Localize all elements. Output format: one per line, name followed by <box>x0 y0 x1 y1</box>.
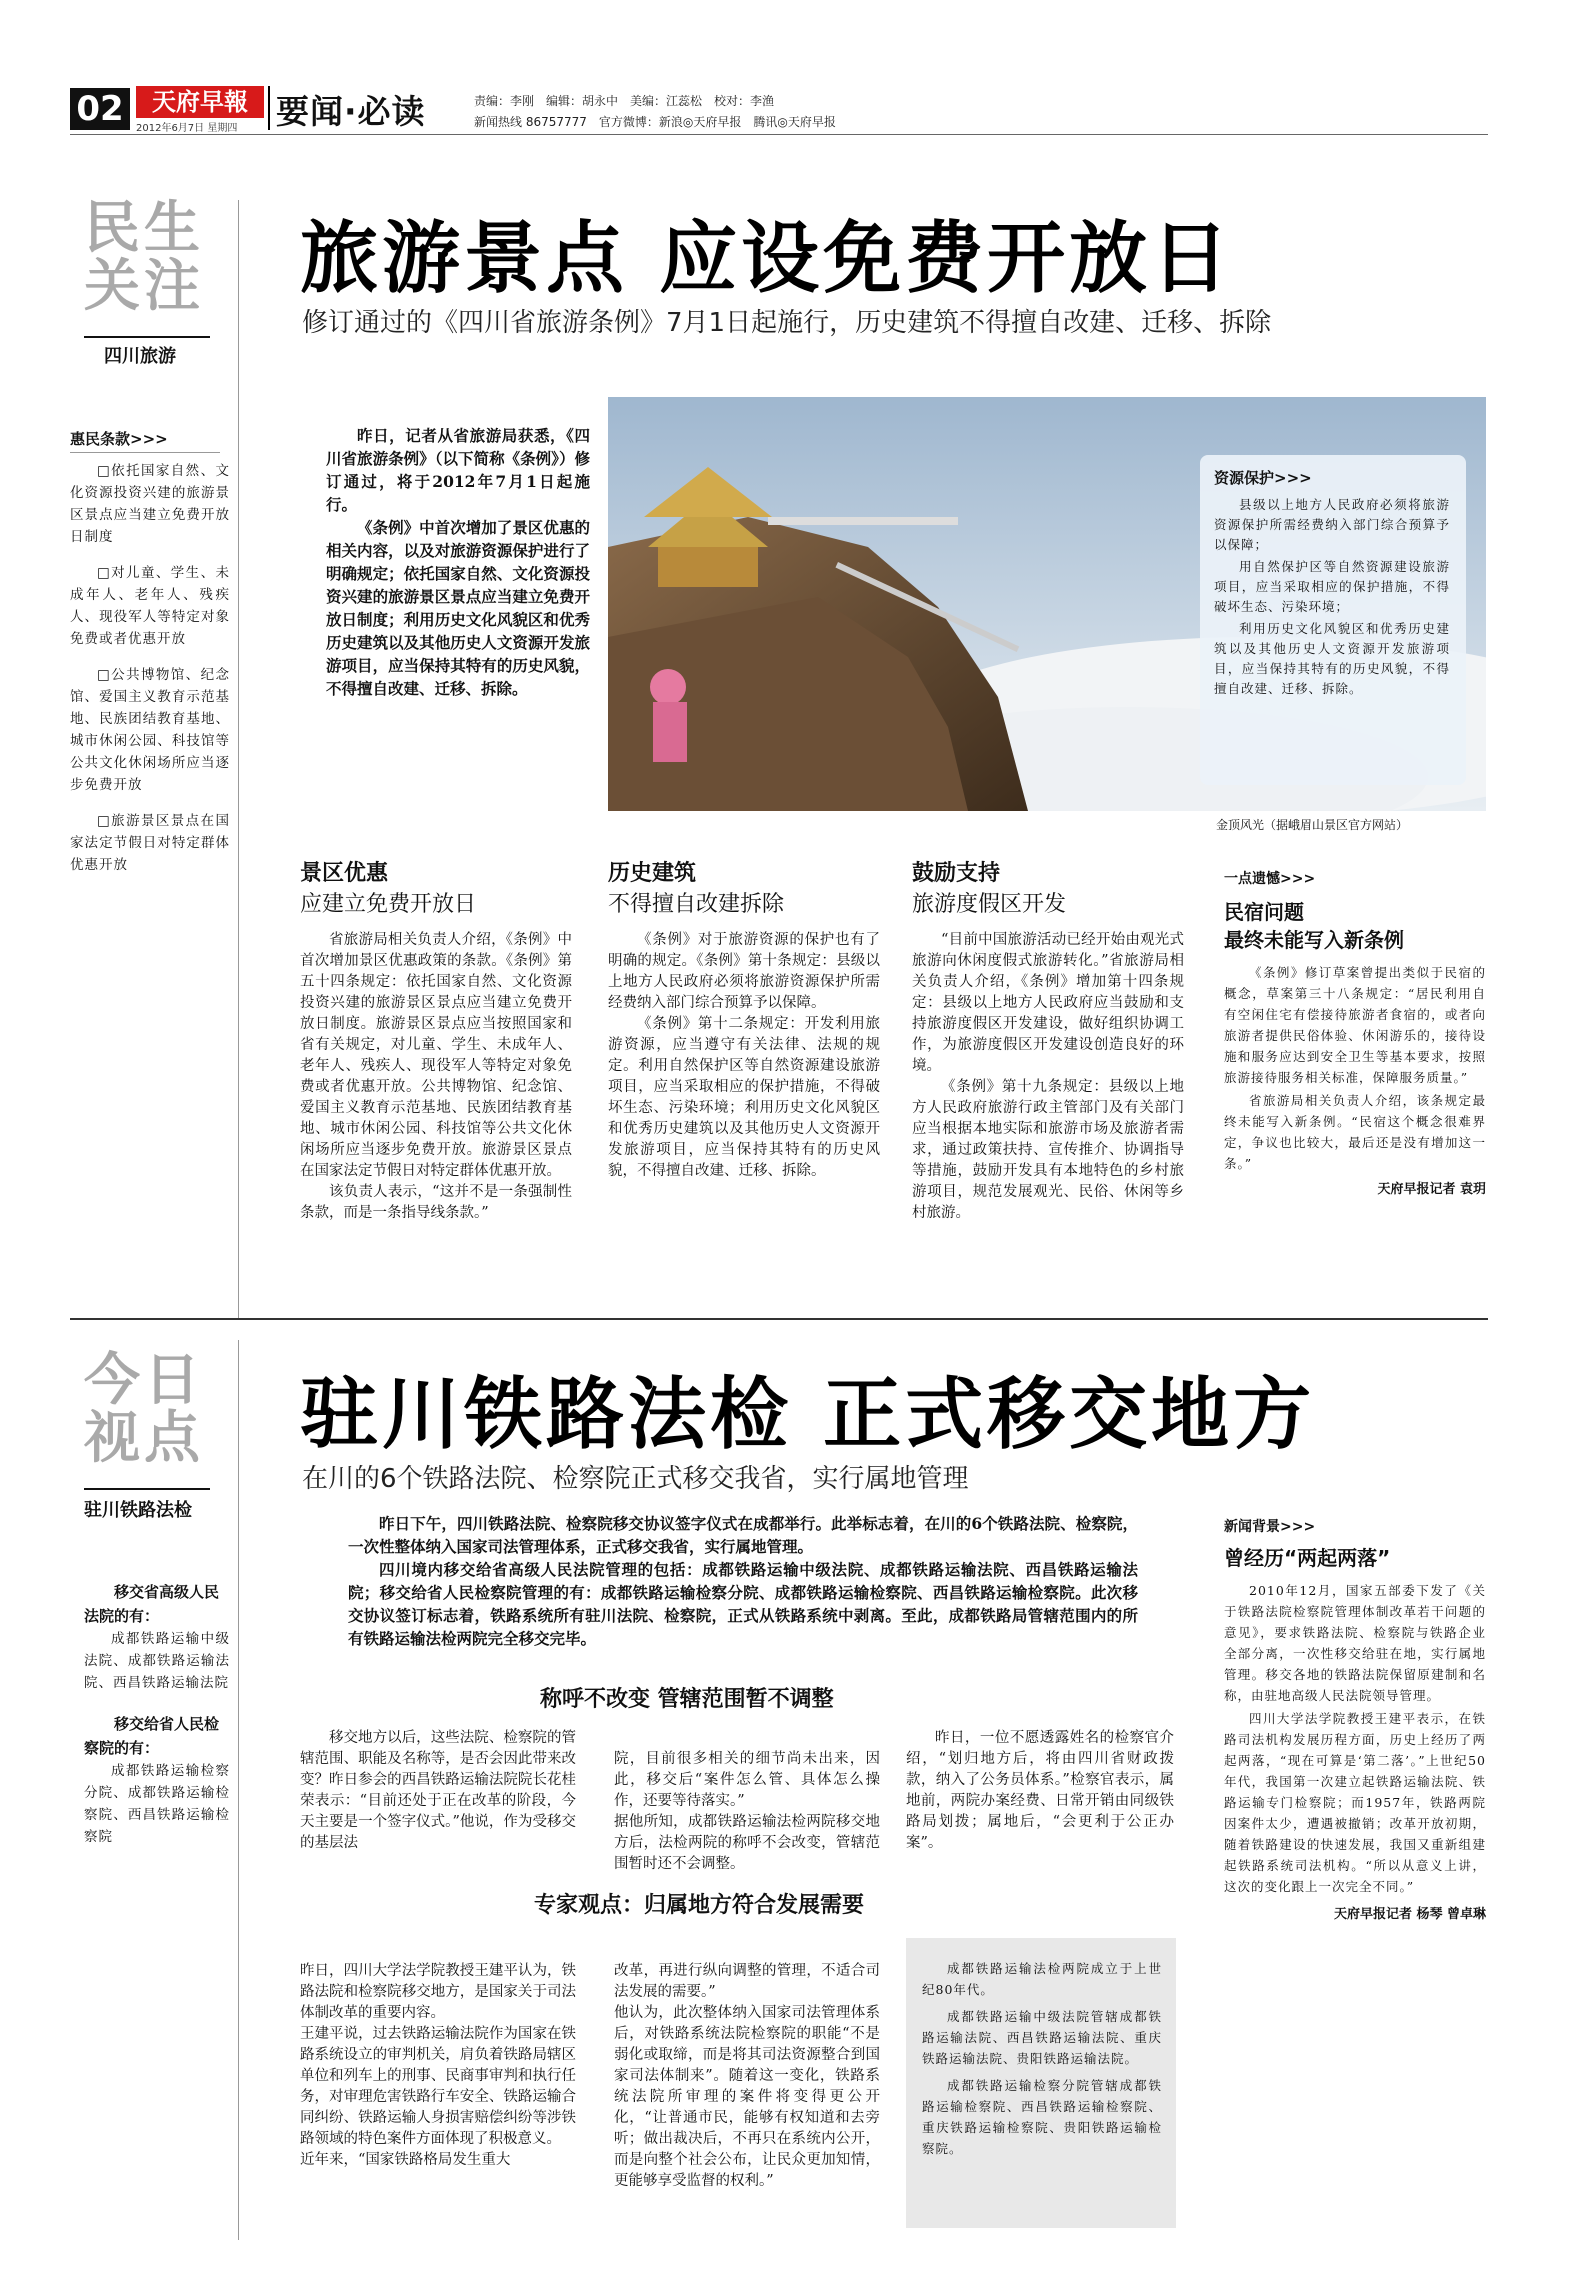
background-body <box>1224 1580 1486 1897</box>
sub2-col-2 <box>614 1940 880 2213</box>
lead-railway <box>348 1512 1138 1650</box>
lead-paragraph: 《条例》中首次增加了景区优惠的相关内容，以及对旅游资源保护进行了明确规定；依托国家自然、文化资源投资兴建的旅游景区景点应当建立免费开放日制度；利用历史文化风貌区和优秀历史建筑以及其他历史人文资源开发旅游项目，应当保持其特有的历史风貌，不得擅自改建、迁移、拆除。 <box>326 518 590 698</box>
column-title: 历史建筑 <box>608 861 697 886</box>
court-info-body <box>922 1958 1162 2161</box>
sidebar-regret <box>1224 868 1486 1197</box>
regret-paragraph: 《条例》修订草案曾提出类似于民宿的概念，草案第三十八条规定：“居民利用自有空闲住宅有偿接待旅游者食宿的，或者向旅游者提供民俗体验、休闲游乐的，接待设施和服务应达到安全卫生等基本要求，按照旅游接待服务相关标准，保障服务质量。” <box>1224 965 1486 1085</box>
sub1-paragraph: 院，目前很多相关的细节尚未出来，因此，移交后“案件怎么管、具体怎么操作，还要等待落实。” 据他所知，成都铁路运输法检两院移交地方后，法检两院的称呼不会改变，管辖范围暂时还不会调整。 <box>614 1751 880 1872</box>
column-body <box>300 930 572 1224</box>
sidebar-benefits-list <box>70 460 230 876</box>
regret-signature: 天府早报记者 袁玥 <box>1377 1182 1486 1197</box>
column-resort-support <box>912 856 1184 1224</box>
background-paragraph: 四川大学法学院教授王建平表示，在铁路司法机构发展历程方面，历史上经历了两起两落，“现在可算是‘第二落’。”上世纪50年代，我国第一次建立起铁路运输法院、铁路运输专门检察院；而1957年，铁路两院因案件太少，遭遇被撤销；改革开放初期，随着铁路建设的快速发展，我国又重新组建起铁路系统司法机构。“所以从意义上讲，这次的变化跟上一次完全不同。” <box>1224 1711 1486 1894</box>
lead-paragraph: 昨日下午，四川铁路法院、检察院移交协议签字仪式在成都举行。此举标志着，在川的6个铁路法院、检察院，一次性整体纳入国家司法管理体系，正式移交我省，实行属地管理。 <box>348 1514 1138 1556</box>
lead-paragraph: 昨日，记者从省旅游局获悉，《四川省旅游条例》（以下简称《条例》）修订通过，将于2012年7月1日起施行。 <box>326 426 590 514</box>
column-divider <box>238 200 239 1320</box>
resource-box-title: 资源保护>>> <box>1214 469 1312 487</box>
deck-railway: 在川的6个铁路法院、检察院正式移交我省，实行属地管理 <box>302 1464 969 1494</box>
side-label-rule <box>84 336 210 338</box>
page-number: 02 <box>70 88 130 130</box>
court-info-paragraph: 成都铁路运输法检两院成立于上世纪80年代。 <box>922 1961 1162 1997</box>
background-kicker: 新闻背景>>> <box>1224 1519 1316 1535</box>
column-paragraph: “目前中国旅游活动已经开始由观光式旅游向休闲度假式旅游转化。”省旅游局相关负责人介绍，《条例》增加第十四条规定：县级以上地方人民政府应当鼓励和支持旅游度假区开发建设，做好组织协调工作，为旅游度假区开发建设创造良好的环境。 <box>912 932 1184 1074</box>
column-paragraph: 《条例》第十九条规定：县级以上地方人民政府旅游行政主管部门及有关部门应当根据本地实际和旅游市场及旅游者需求，通过政策扶持、宣传推介、协调指导等措施，鼓励开发具有本地特色的乡村旅游项目，规范发展观光、民俗、休闲等乡村旅游。 <box>912 1079 1184 1221</box>
sub1-col-3 <box>906 1728 1174 1854</box>
subheading-name-unchanged: 称呼不改变 管辖范围暂不调整 <box>540 1687 834 1712</box>
sub2-paragraph: 昨日，四川大学法学院教授王建平认为，铁路法院和检察院移交地方，是国家关于司法体制改革的重要内容。 王建平说，过去铁路运输法院作为国家在铁路系统设立的审判机关，肩负着铁路局辖区单位和列车上的刑事、民商事审判和执行任务，对审理危害铁路行车安全、铁路运输合同纠纷、铁路运输人身损害赔偿纠纷等涉铁路领域的特色案件方面体现了积极意义。 近年来，“国家铁路格局发生重大 <box>300 1963 576 2168</box>
side-sub-label: 四川旅游 <box>104 346 176 367</box>
regret-subtitle: 最终未能写入新条例 <box>1224 928 1404 952</box>
sidebar-rule <box>70 452 220 453</box>
newspaper-logo: 天府早報 <box>136 86 264 118</box>
column-paragraph: 省旅游局相关负责人介绍，《条例》中首次增加景区优惠政策的条款。《条例》第五十四条规定：依托国家自然、文化资源投资兴建的旅游景区景点应当建立免费开放日制度。旅游景区景点应当按照国家和省有关规定，对儿童、学生、未成年人、老年人、残疾人、现役军人等特定对象免费或者优惠开放。公共博物馆、纪念馆、爱国主义教育示范基地、民族团结教育基地、城市休闲公园、科技馆等公共文化休闲场所应当逐步免费开放。旅游景区景点在国家法定节假日对特定群体优惠开放。 <box>300 932 572 1179</box>
sub2-paragraph: 改革，再进行纵向调整的管理，不适合司法发展的需要。” 他认为，此次整体纳入国家司法管理体系后，对铁路系统法院检察院的职能“不是弱化或取缔，而是将其司法资源整合到国家司法体制来”。随着这一变化，铁路系统法院所审理的案件将变得更公开化，“让普通市民，能够有权知道和去旁听；做出裁决后，不再只在系统内公开，而是向整个社会公布，让民众更加知情，更能够享受监督的权利。” <box>614 1963 880 2189</box>
header-divider <box>268 86 270 130</box>
column-historic-buildings <box>608 856 880 1182</box>
column-title: 景区优惠 <box>300 861 389 886</box>
column-paragraph: 《条例》对于旅游资源的保护也有了明确的规定。《条例》第十条规定：县级以上地方人民政府必须将旅游资源保护所需经费纳入部门综合预算予以保障。 <box>608 932 880 1011</box>
sidebar-item: □公共博物馆、纪念馆、爱国主义教育示范基地、民族团结教育基地、城市休闲公园、科技馆等公共文化休闲场所应当逐步免费开放 <box>70 667 230 793</box>
court-info-paragraph: 成都铁路运输中级法院管辖成都铁路运输法院、西昌铁路运输法院、重庆铁路运输法院、贵阳铁路运输法院。 <box>922 2009 1162 2066</box>
column-body <box>608 930 880 1182</box>
background-title: 曾经历“两起两落” <box>1224 1546 1391 1570</box>
resource-paragraph: 县级以上地方人民政府必须将旅游资源保护所需经费纳入部门综合预算予以保障； <box>1214 497 1450 552</box>
issue-date: 2012年6月7日 星期四 <box>136 123 238 134</box>
resource-paragraph: 用自然保护区等自然资源建设旅游项目，应当采取相应的保护措施，不得破坏生态、污染环境； <box>1214 559 1450 614</box>
column-subtitle: 旅游度假区开发 <box>912 892 1067 917</box>
subheading-expert-view: 专家观点：归属地方符合发展需要 <box>534 1893 865 1918</box>
header-rule <box>70 134 1488 135</box>
column-subtitle: 不得擅自改建拆除 <box>608 892 785 917</box>
court-info-paragraph: 成都铁路运输检察分院管辖成都铁路运输检察院、西昌铁路运输检察院、重庆铁路运输检察院、贵阳铁路运输检察院。 <box>922 2078 1162 2156</box>
column-paragraph: 《条例》第十二条规定：开发利用旅游资源，应当遵守有关法律、法规的规定。利用自然保护区等自然资源建设旅游项目，应当采取相应的保护措施，不得破坏生态、污染环境；利用历史文化风貌区和优秀历史建筑以及其他历史人文资源开发旅游项目，应当保持其特有的历史风貌，不得擅自改建、迁移、拆除。 <box>608 1016 880 1179</box>
side-label-today: 今日视点 <box>84 1348 204 1471</box>
sidebar-item: □旅游景区景点在国家法定节假日对特定群体优惠开放 <box>70 813 230 873</box>
deck-tourism: 修订通过的《四川省旅游条例》7月1日起施行，历史建筑不得擅自改建、迁移、拆除 <box>302 308 1272 338</box>
sub1-col-2 <box>614 1728 880 1896</box>
sidebar-background <box>1224 1516 1486 1922</box>
regret-title: 民宿问题 <box>1224 900 1304 924</box>
sidebar-item: □依托国家自然、文化资源投资兴建的旅游景区景点应当建立免费开放日制度 <box>70 463 230 545</box>
regret-kicker: 一点遗憾>>> <box>1224 871 1316 887</box>
sidebar-title-benefits: 惠民条款>>> <box>70 430 168 448</box>
left-transfer-lists <box>84 1580 230 1848</box>
column-scenic-discount <box>300 856 572 1224</box>
background-paragraph: 2010年12月，国家五部委下发了《关于铁路法院检察院管理体制改革若干问题的意见》，要求铁路法院、检察院与铁路企业全部分离，一次性移交给驻在地，实行属地管理。移交各地的铁路法院保留原建制和名称，由驻地高级人民法院领导管理。 <box>1224 1583 1486 1703</box>
resource-paragraph: 利用历史文化风貌区和优秀历史建筑以及其他历史人文资源开发旅游项目，应当保持其特有的历史风貌，不得擅自改建、迁移、拆除。 <box>1214 621 1450 696</box>
photo-caption: 金顶风光（据峨眉山景区官方网站） <box>1216 818 1409 832</box>
side-sub-label-2: 驻川铁路法检 <box>84 1500 192 1521</box>
headline-tourism: 旅游景点 应设免费开放日 <box>300 214 1234 304</box>
transfer-body: 成都铁路运输检察分院、成都铁路运输检察院、西昌铁路运输检察院 <box>84 1763 230 1845</box>
editor-credits: 责编：李刚 编辑：胡永中 美编：江蕊松 校对：李渔 <box>474 94 775 108</box>
regret-paragraph: 省旅游局相关负责人介绍，该条规定最终未能写入新条例。“民宿这个概念很难界定，争议也比较大，最后还是没有增加这一条。” <box>1224 1093 1486 1171</box>
section-title: 要闻·必读 <box>276 92 426 131</box>
regret-body <box>1224 962 1486 1174</box>
story-separator <box>70 1318 1488 1320</box>
column-body <box>912 930 1184 1224</box>
background-signature: 天府早报记者 杨琴 曾卓琳 <box>1333 1907 1486 1922</box>
news-hotline: 新闻热线 86757777 官方微博：新浪◎天府早报 腾讯◎天府早报 <box>474 115 836 129</box>
column-paragraph: 该负责人表示，“这并不是一条强制性条款，而是一条指导线条款。” <box>300 1184 572 1221</box>
sub1-paragraph: 昨日，一位不愿透露姓名的检察官介绍，“划归地方后，将由四川省财政拨款，纳入了公务员体系。”检察官表示，属地前，两院办案经费、日常开销由同级铁路局划拨；属地后，“会更利于公正办案”。 <box>906 1730 1174 1851</box>
sub2-col-1 <box>300 1940 576 2192</box>
sub1-col-1 <box>300 1728 576 1854</box>
resource-box <box>1200 455 1466 785</box>
side-label-livelihood: 民生关注 <box>84 196 204 319</box>
transfer-title: 移交给省人民检察院的有： <box>84 1715 220 1757</box>
column-title: 鼓励支持 <box>912 861 1001 886</box>
court-info-box <box>906 1938 1176 2228</box>
resource-box-body <box>1214 495 1450 701</box>
lead-tourism <box>326 424 590 700</box>
transfer-title: 移交省高级人民法院的有： <box>84 1583 220 1625</box>
sub1-paragraph: 移交地方以后，这些法院、检察院的管辖范围、职能及名称等，是否会因此带来改变？昨日参会的西昌铁路运输法院院长花桂荣表示：“目前还处于正在改革的阶段，今天主要是一个签字仪式。”他说，作为受移交的基层法 <box>300 1730 576 1851</box>
side-label-rule-2 <box>84 1488 210 1490</box>
headline-railway: 驻川铁路法检 正式移交地方 <box>300 1370 1316 1460</box>
column-divider-2 <box>238 1340 239 2240</box>
lead-paragraph: 四川境内移交给省高级人民法院管理的包括：成都铁路运输中级法院、成都铁路运输法院、西昌铁路运输法院；移交给省人民检察院管理的有：成都铁路运输检察分院、成都铁路运输检察院、西昌铁路运输检察院。此次移交协议签订标志着，铁路系统所有驻川法院、检察院，正式从铁路系统中剥离。至此，成都铁路局管辖范围内的所有铁路运输法检两院完全移交完毕。 <box>348 1560 1138 1648</box>
transfer-body: 成都铁路运输中级法院、成都铁路运输法院、西昌铁路运输法院 <box>84 1631 230 1691</box>
sidebar-item: □对儿童、学生、未成年人、老年人、残疾人、现役军人等特定对象免费或者优惠开放 <box>70 565 230 647</box>
column-subtitle: 应建立免费开放日 <box>300 892 477 917</box>
